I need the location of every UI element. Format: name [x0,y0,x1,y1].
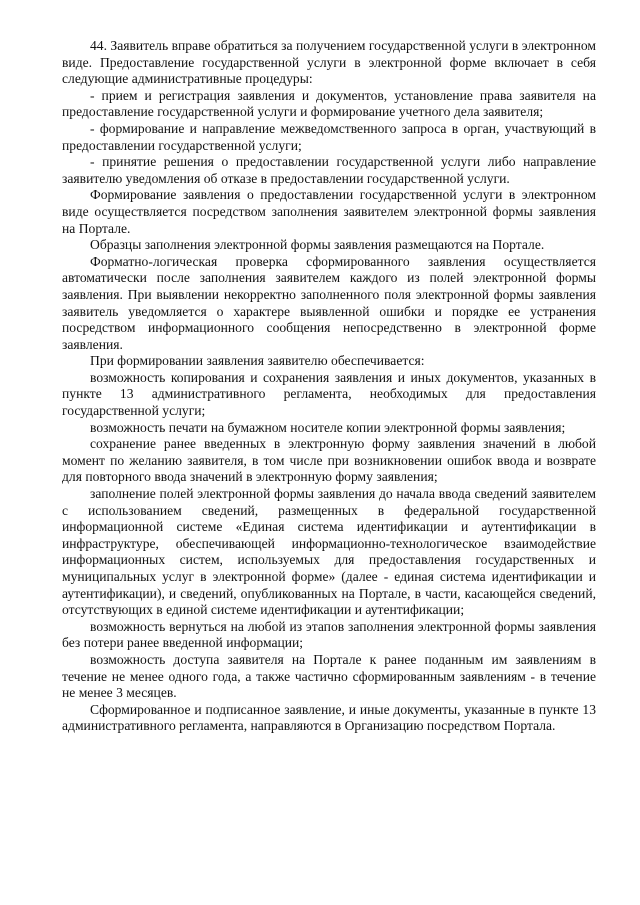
paragraph-application-forming: Формирование заявления о предоставлении государственной услуги в электронном виде осуществляется посредством заполнения заявителем электронной формы заявления на Портале. [62,187,596,236]
paragraph-format-logical-check: Форматно-логическая проверка сформированного заявления осуществляется автоматически после заполнения заявителем каждого из полей электронной формы заявления. При выявлении некорректно заполненного поля электронной формы заявления заявитель уведомляется о характере выявленной ошибки и порядке ее устранения посредством информационного сообщения непосредственно в электронной форме заявления. [62,253,596,352]
paragraph-44-intro: 44. Заявитель вправе обратиться за получением государственной услуги в электронном виде. Предоставление государственной услуги в электронной форме включает в себя следующие административные процедуры: [62,38,596,87]
paragraph-form-samples: Образцы заполнения электронной формы заявления размещаются на Портале. [90,237,545,253]
paragraph-provided-features-intro: При формировании заявления заявителю обеспечивается: [90,353,425,369]
paragraph-procedure-reception: - прием и регистрация заявления и документов, установление права заявителя на предоставление государственной услуги и формирование учетного дела заявителя; [62,87,596,120]
paragraph-feature-access-history: возможность доступа заявителя на Портале к ранее поданным им заявлениям в течение не менее одного года, а также частично сформированным заявлениям - в течение не менее 3 месяцев. [62,651,596,701]
document-page [62,38,596,735]
paragraph-procedure-decision: - принятие решения о предоставлении государственной услуги либо направление заявителю уведомления об отказе в предоставлении государственной услуги. [62,154,596,186]
paragraph-feature-return-to-step: возможность вернуться на любой из этапов заполнения электронной формы заявления без потери ранее введенной информации; [62,618,596,651]
paragraph-feature-save-values: сохранение ранее введенных в электронную форму заявления значений в любой момент по желанию заявителя, в том числе при возникновении ошибок ввода и возврате для повторного ввода значений в электронную форму заявления; [62,436,596,485]
paragraph-feature-autofill: заполнение полей электронной формы заявления до начала ввода сведений заявителем с использованием сведений, размещенных в федеральной государственной информационной системе «Единая система идентификации и аутентификации в инфраструктуре, обеспечивающей информационно-технологическое взаимодействие информационных систем, используемых для предоставления государственных и муниципальных услуг в электронной форме» (далее - единая система идентификации и аутентификации), и сведений, опубликованных на Портале, в части, касающейся сведений, отсутствующих в единой системе идентификации и аутентификации; [62,486,596,618]
paragraph-submission: Сформированное и подписанное заявление, и иные документы, указанные в пункте 13 административного регламента, направляются в Организацию посредством Портала. [62,701,596,734]
paragraph-feature-print: возможность печати на бумажном носителе копии электронной формы заявления; [90,419,566,435]
paragraph-procedure-interagency-request: - формирование и направление межведомственного запроса в орган, участвующий в предоставлении государственной услуги; [62,120,596,153]
paragraph-feature-copy-save: возможность копирования и сохранения заявления и иных документов, указанных в пункте 13 административного регламента, необходимых для предоставления государственной услуги; [62,369,596,419]
